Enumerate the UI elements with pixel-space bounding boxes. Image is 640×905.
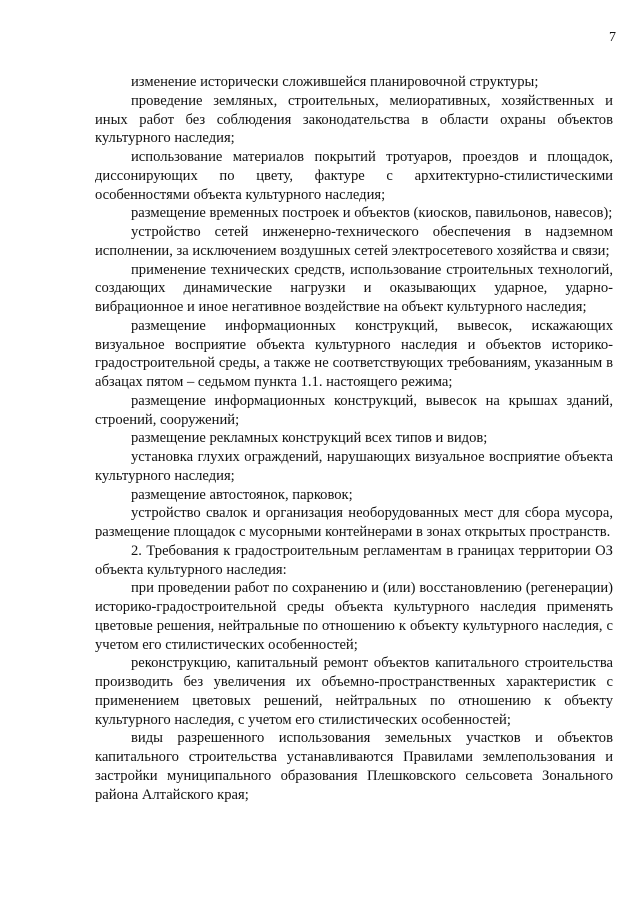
paragraph: проведение земляных, строительных, мелиоративных, хозяйственных и иных работ без соблюдения законодательства в области охраны объектов культурного наследия; xyxy=(95,92,613,147)
page-number: 7 xyxy=(609,30,616,45)
paragraph: реконструкцию, капитальный ремонт объектов капитального строительства производить без увеличения их объемно-пространственных характеристик с применением цветовых решений, нейтральных по отношению к объекту культурного наследия, с учетом его стилистических особенностей; xyxy=(95,655,613,728)
paragraph: изменение исторически сложившейся планировочной структуры; xyxy=(131,74,539,90)
paragraph: устройство сетей инженерно-технического обеспечения в надземном исполнении, за исключением воздушных сетей электросетевого хозяйства и связи; xyxy=(95,224,613,259)
paragraph: размещение информационных конструкций, вывесок, искажающих визуальное восприятие объекта культурного наследия и объектов историко-градостроительной среды, а также не соответствующих требованиям, указанным в абзацах пятом – седьмом пункта 1.1. настоящего режима; xyxy=(95,317,613,390)
document-body xyxy=(95,73,613,804)
paragraph: при проведении работ по сохранению и (или) восстановлению (регенерации) историко-градостроительной среды объекта культурного наследия применять цветовые решения, нейтральные по отношению к объекту культурного наследия, с учетом его стилистических особенностей; xyxy=(95,580,613,653)
paragraph: использование материалов покрытий тротуаров, проездов и площадок, диссонирующих по цвету, фактуре с архитектурно-стилистическими особенностями объекта культурного наследия; xyxy=(95,149,613,203)
paragraph: размещение временных построек и объектов (киосков, павильонов, навесов); xyxy=(131,205,613,222)
paragraph: установка глухих ограждений, нарушающих визуальное восприятие объекта культурного наследия; xyxy=(95,449,613,484)
paragraph: размещение рекламных конструкций всех типов и видов; xyxy=(131,430,488,447)
section-heading: 2. Требования к градостроительным регламентам в границах территории ОЗ объекта культурного наследия: xyxy=(95,542,613,578)
paragraph: устройство свалок и организация необорудованных мест для сбора мусора, размещение площадок с мусорными контейнерами в зонах открытых пространств. xyxy=(95,505,613,540)
paragraph: размещение автостоянок, парковок; xyxy=(131,486,353,503)
paragraph: применение технических средств, использование строительных технологий, создающих динамические нагрузки и оказывающих ударное, ударно-вибрационное и иное негативное воздействие на объект культурного наследия; xyxy=(95,261,613,315)
paragraph: размещение информационных конструкций, вывесок на крышах зданий, строений, сооружений; xyxy=(95,392,613,428)
paragraph: виды разрешенного использования земельных участков и объектов капитального строительства устанавливаются Правилами землепользования и застройки муниципального образования Плешковского сельсовета Зонального района Алтайского края; xyxy=(95,730,613,803)
